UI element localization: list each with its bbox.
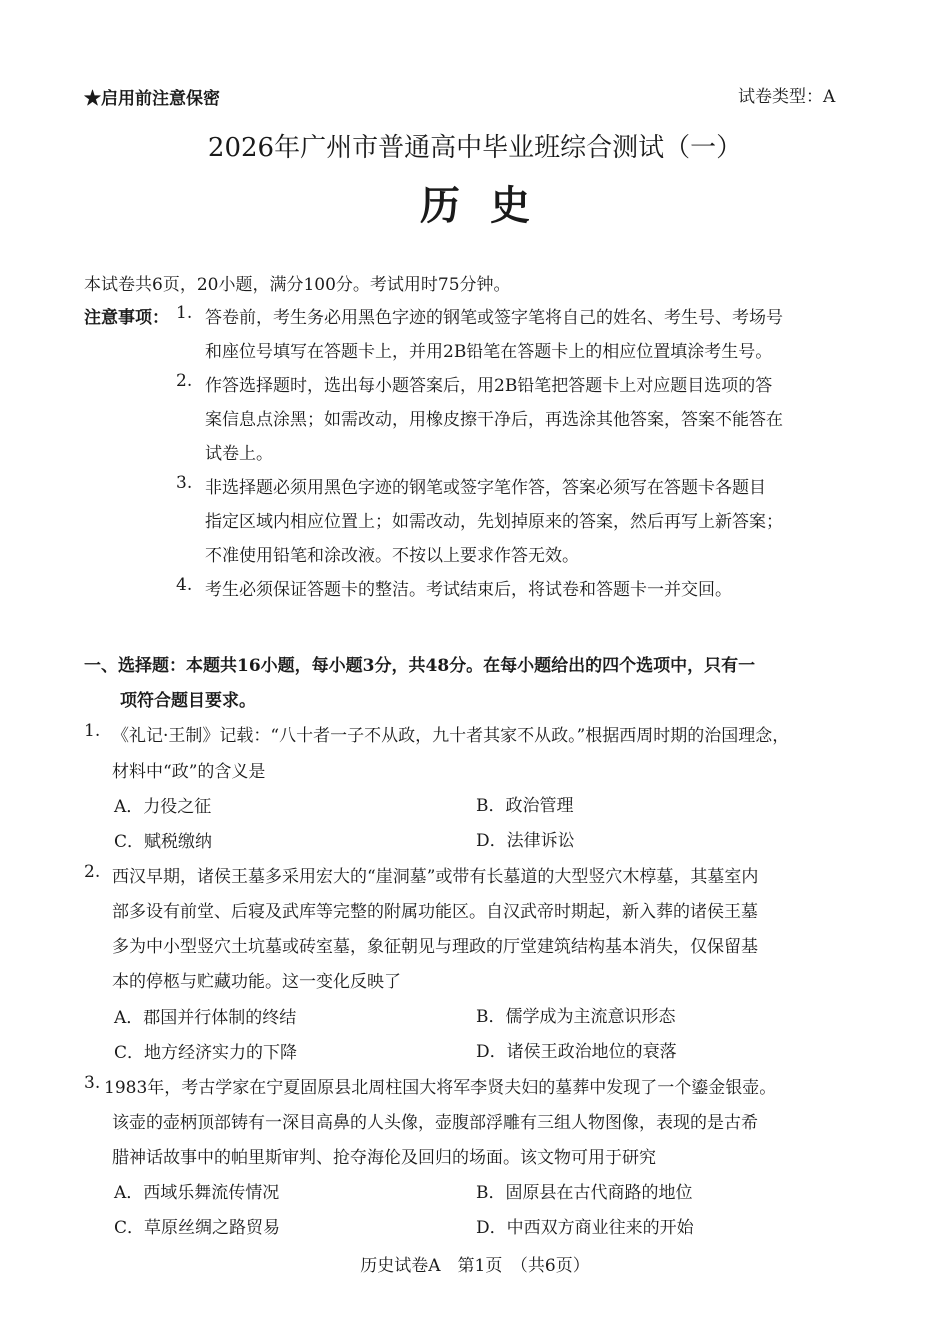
note-1-line-2: 和座位号填写在答题卡上，并用2B铅笔在答题卡上的相应位置填涂考生号。	[205, 342, 773, 362]
question-3-line-1: 1983年，考古学家在宁夏固原县北周柱国大将军李贤夫妇的墓葬中发现了一个鎏金银壶。	[104, 1078, 777, 1098]
question-2-line-1: 西汉早期，诸侯王墓多采用宏大的“崖洞墓”或带有长墓道的大型竖穴木椁墓，其墓室内	[112, 867, 759, 887]
note-3-line-1: 非选择题必须用黑色字迹的钢笔或签字笔作答，答案必须写在答题卡各题目	[205, 478, 766, 498]
subject-title: 历史	[420, 182, 560, 229]
note-3-line-3: 不准使用铅笔和涂改液。不按以上要求作答无效。	[205, 546, 579, 566]
question-3-line-3: 腊神话故事中的帕里斯审判、抢夺海伦及回归的场面。该文物可用于研究	[112, 1148, 656, 1168]
question-1-line-2: 材料中“政”的含义是	[112, 762, 266, 782]
question-3-option-d: D．中西双方商业往来的开始	[476, 1218, 694, 1238]
question-3-option-c: C．草原丝绸之路贸易	[114, 1218, 281, 1238]
exam-intro: 本试卷共6页，20小题，满分100分。考试用时75分钟。	[84, 275, 511, 295]
question-1-number: 1.	[84, 721, 101, 741]
question-1-option-b: B．政治管理	[476, 796, 574, 816]
note-4-number: 4.	[176, 575, 193, 595]
note-1-number: 1.	[176, 303, 193, 323]
question-3-line-2: 该壶的壶柄顶部铸有一深目高鼻的人头像，壶腹部浮雕有三组人物图像，表现的是古希	[112, 1113, 758, 1133]
question-3-option-b: B．固原县在古代商路的地位	[476, 1183, 693, 1203]
question-2-option-d: D．诸侯王政治地位的衰落	[476, 1042, 677, 1062]
paper-type-label: 试卷类型：A	[738, 87, 836, 107]
question-2-option-b: B．儒学成为主流意识形态	[476, 1007, 676, 1027]
note-2-line-3: 试卷上。	[205, 444, 273, 464]
question-2-option-c: C．地方经济实力的下降	[114, 1043, 298, 1063]
question-2-number: 2.	[84, 862, 101, 882]
exam-title: 2026年广州市普通高中毕业班综合测试（一）	[207, 133, 743, 163]
question-2-option-a: A．郡国并行体制的终结	[114, 1008, 297, 1028]
note-4-line-1: 考生必须保证答题卡的整洁。考试结束后，将试卷和答题卡一并交回。	[205, 580, 732, 600]
note-2-line-2: 案信息点涂黑；如需改动，用橡皮擦干净后，再选涂其他答案，答案不能答在	[205, 410, 783, 430]
note-2-line-1: 作答选择题时，选出每小题答案后，用2B铅笔把答题卡上对应题目选项的答	[205, 376, 773, 396]
note-3-number: 3.	[176, 473, 193, 493]
question-3-option-a: A．西域乐舞流传情况	[114, 1183, 280, 1203]
section-1-heading-line-1: 一、选择题：本题共16小题，每小题3分，共48分。在每小题给出的四个选项中，只有一	[84, 656, 756, 676]
question-1-option-d: D．法律诉讼	[476, 831, 575, 851]
question-1-option-a: A．力役之征	[114, 797, 212, 817]
question-3-number: 3.	[84, 1073, 101, 1093]
section-1-heading-line-2: 项符合题目要求。	[120, 691, 256, 711]
question-2-line-2: 部多设有前堂、后寝及武库等完整的附属功能区。自汉武帝时期起，新入葬的诸侯王墓	[112, 902, 758, 922]
confidential-label: ★启用前注意保密	[84, 89, 220, 109]
note-1-line-1: 答卷前，考生务必用黑色字迹的钢笔或签字笔将自己的姓名、考生号、考场号	[205, 308, 783, 328]
page-footer: 历史试卷A 第1页 （共6页）	[360, 1256, 590, 1276]
question-1-option-c: C．赋税缴纳	[114, 832, 213, 852]
notes-label: 注意事项：	[84, 308, 169, 328]
question-2-line-4: 本的停柩与贮藏功能。这一变化反映了	[112, 972, 401, 992]
question-2-line-3: 多为中小型竖穴土坑墓或砖室墓，象征朝见与理政的厅堂建筑结构基本消失，仅保留基	[112, 937, 758, 957]
note-3-line-2: 指定区域内相应位置上；如需改动，先划掉原来的答案，然后再写上新答案；	[205, 512, 783, 532]
question-1-line-1: 《礼记·王制》记载：“八十者一子不从政，九十者其家不从政。”根据西周时期的治国理念，	[112, 726, 790, 746]
note-2-number: 2.	[176, 371, 193, 391]
